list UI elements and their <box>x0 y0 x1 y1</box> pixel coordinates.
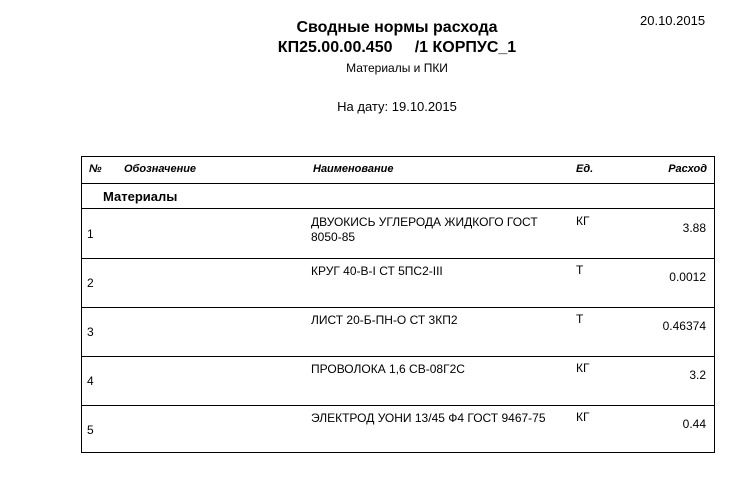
row-num: 5 <box>87 423 94 437</box>
on-date-label: На дату: 19.10.2015 <box>337 99 457 114</box>
row-unit: Т <box>576 263 584 277</box>
section-title: Материалы <box>103 189 178 204</box>
row-num: 4 <box>87 374 94 388</box>
row-unit: КГ <box>576 214 590 228</box>
column-header-num: № <box>89 163 102 175</box>
table-row <box>82 258 714 308</box>
row-value: 0.46374 <box>662 319 706 333</box>
table-header <box>82 157 714 184</box>
column-header-unit: Ед. <box>576 163 594 175</box>
table-row <box>82 356 714 406</box>
row-name: ДВУОКИСЬ УГЛЕРОДА ЖИДКОГО ГОСТ 8050-85 <box>311 215 538 244</box>
row-num: 2 <box>87 276 94 290</box>
materials-table <box>81 156 715 453</box>
row-value: 0.44 <box>682 417 706 431</box>
row-value: 0.0012 <box>669 270 706 284</box>
row-value: 3.88 <box>682 221 706 235</box>
column-header-designation: Обозначение <box>124 163 197 175</box>
row-value: 3.2 <box>689 368 706 382</box>
row-num: 1 <box>87 227 94 241</box>
print-date: 20.10.2015 <box>640 13 706 28</box>
row-name: ЭЛЕКТРОД УОНИ 13/45 Ф4 ГОСТ 9467-75 <box>311 411 546 425</box>
table-row <box>82 307 714 357</box>
row-num: 3 <box>87 325 94 339</box>
row-unit: КГ <box>576 410 590 424</box>
table-row <box>82 405 714 454</box>
row-name: ПРОВОЛОКА 1,6 СВ-08Г2С <box>311 362 465 376</box>
row-unit: КГ <box>576 361 590 375</box>
section-header <box>82 183 714 209</box>
document-subtitle: КП25.00.00.450 /1 КОРПУС_1 <box>277 39 517 56</box>
column-header-name: Наименование <box>313 163 394 175</box>
row-name: КРУГ 40-В-I СТ 5ПС2-III <box>311 264 443 278</box>
row-unit: Т <box>576 312 584 326</box>
column-header-consumption: Расход <box>668 163 707 175</box>
document-subtitle-secondary: Материалы и ПКИ <box>346 61 448 75</box>
table-row <box>82 209 714 259</box>
row-name: ЛИСТ 20-Б-ПН-О СТ 3КП2 <box>311 313 458 327</box>
document-title: Сводные нормы расхода <box>296 19 498 36</box>
